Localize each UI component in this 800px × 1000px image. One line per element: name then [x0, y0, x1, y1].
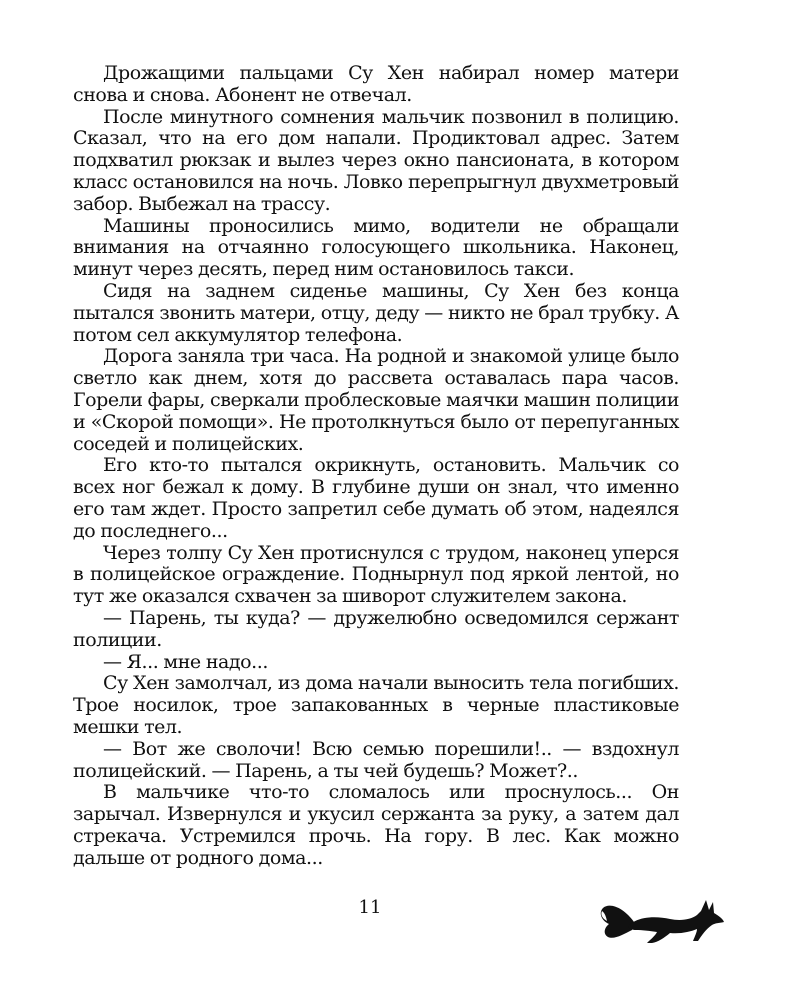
- paragraph-7: Через толпу Су Хен протиснулся с трудом, наконец уперся в полицейское ограждение. Поднырнул под яркой лентой, но тут же оказался схвачен за шиворот служителем закона.: [73, 541, 679, 608]
- paragraph-9: — Я... мне надо...: [103, 650, 268, 673]
- body-text: [73, 63, 679, 869]
- paragraph-10: Су Хен замолчал, из дома начали выносить тела погибших. Трое носилок, трое запакованных в черные пластиковые мешки тел.: [73, 672, 679, 738]
- paragraph-6: Его кто-то пытался окрикнуть, остановить. Мальчик со всех ног бежал к дому. В глубине души он знал, что именно его там ждет. Просто запретил себе думать об этом, надеялся до последнего...: [73, 454, 679, 542]
- paragraph-5: Дорога заняла три часа. На родной и знакомой улице было светло как днем, хотя до рассвета оставалась пара часов. Горели фары, сверкали проблесковые маячки машин полиции и «Скорой помощи». Не протолкнуться было от перепуганных соседей и полицейских.: [73, 345, 679, 455]
- paragraph-1: Дрожащими пальцами Су Хен набирал номер матери снова и снова. Абонент не отвечал.: [73, 62, 679, 106]
- fox-icon: [598, 888, 726, 948]
- page-number: 11: [358, 897, 382, 918]
- paragraph-11: — Вот же сволочи! Всю семью порешили!.. — вздохнул полицейский. — Парень, а ты чей будешь? Может?..: [73, 737, 679, 782]
- paragraph-3: Машины проносились мимо, водители не обращали внимания на отчаянно голосующего школьника. Наконец, минут через десять, перед ним остановилось такси.: [73, 214, 679, 281]
- paragraph-12: В мальчике что-то сломалось или проснулось... Он зарычал. Извернулся и укусил сержанта за руку, а затем дал стрекача. Устремился прочь. На гору. В лес. Как можно дальше от родного дома...: [73, 781, 679, 869]
- paragraph-4: Сидя на заднем сиденье машины, Су Хен без конца пытался звонить матери, отцу, деду — никто не брал трубку. А потом сел аккумулятор телефона.: [73, 279, 679, 346]
- paragraph-2: После минутного сомнения мальчик позвонил в полицию. Сказал, что на его дом напали. Продиктовал адрес. Затем подхватил рюкзак и вылез через окно пансионата, в котором класс остановился на ночь. Ловко перепрыгнул двухметровый забор. Выбежал на трассу.: [73, 105, 679, 215]
- paragraph-8: — Парень, ты куда? — дружелюбно осведомился сержант полиции.: [73, 606, 679, 651]
